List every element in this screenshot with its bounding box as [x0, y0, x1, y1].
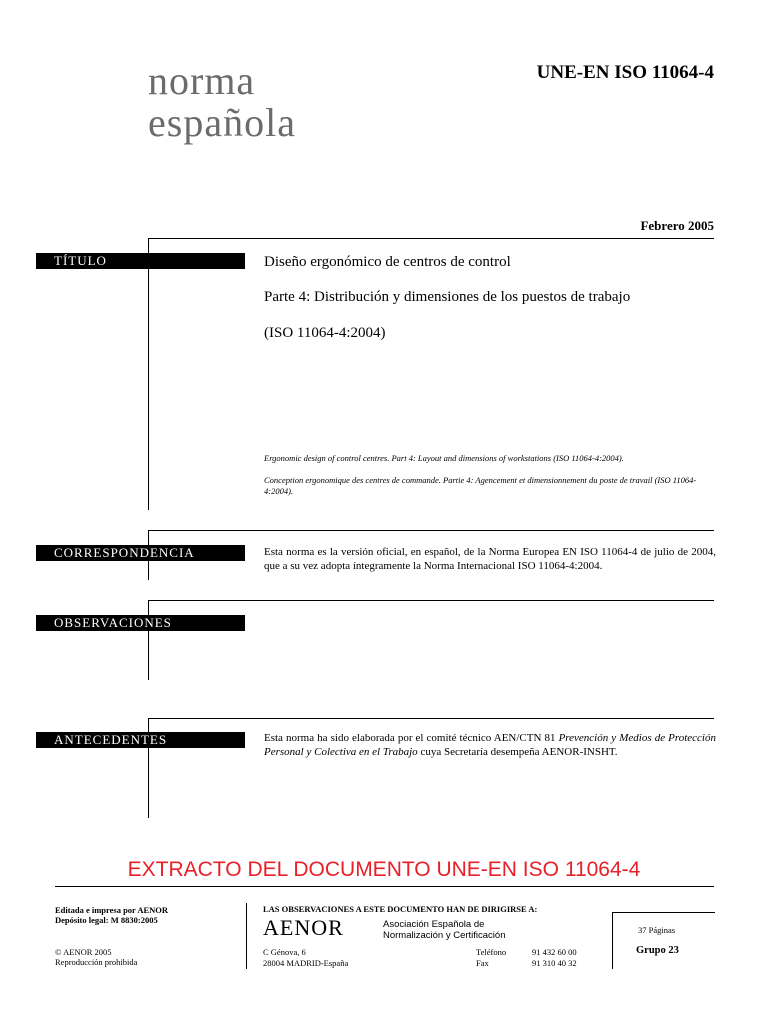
footer-copyright: © AENOR 2005	[55, 947, 112, 957]
aenor-name-line-2: Normalización y Certificación	[383, 930, 506, 941]
antecedentes-committee-name: Prevención y Medios de Protección Personal y Colectiva en el Trabajo	[264, 732, 716, 758]
standard-code: UNE-EN ISO 11064-4	[536, 62, 714, 83]
footer-legal-deposit: Depósito legal: M 8830:2005	[55, 915, 158, 925]
footer-phone: 91 432 60 00	[532, 947, 577, 957]
french-title: Conception ergonomique des centres de commande. Partie 4: Agencement et dimensionnement du poste de travail (ISO 11064-4:2004).	[264, 475, 697, 496]
footer-divider	[55, 886, 714, 887]
antecedentes-text	[264, 731, 716, 759]
divider-horizontal-correspondencia	[148, 530, 714, 531]
footer-edited: Editada e impresa por AENOR	[55, 905, 169, 915]
aenor-name-line-1: Asociación Española de	[383, 919, 485, 930]
section-label-antecedentes: ANTECEDENTES	[36, 732, 245, 748]
footer-reproduction: Reproducción prohibida	[55, 957, 138, 967]
page-info-box	[612, 912, 715, 969]
aenor-association-name	[383, 919, 505, 941]
group-number: Grupo 23	[636, 945, 679, 956]
aenor-logo: AENOR	[263, 915, 344, 940]
publication-date: Febrero 2005	[640, 218, 714, 233]
divider-vertical-observaciones	[148, 600, 149, 680]
document-title: Diseño ergonómico de centros de control	[264, 254, 511, 270]
footer-vertical-divider	[246, 903, 247, 969]
footer-phone-label: Teléfono	[476, 947, 507, 957]
document-part: Parte 4: Distribución y dimensiones de los puestos de trabajo	[264, 289, 631, 305]
extract-banner: EXTRACTO DEL DOCUMENTO UNE-EN ISO 11064-4	[127, 858, 641, 881]
divider-vertical-titulo	[148, 238, 149, 510]
antecedentes-text-before: Esta norma ha sido elaborada por el comité técnico AEN/CTN 81	[264, 732, 559, 744]
brand-line-2: española	[148, 100, 296, 145]
antecedentes-text-after: cuya Secretaría desempeña AENOR-INSHT.	[417, 746, 618, 758]
divider-horizontal-observaciones	[148, 600, 714, 601]
footer-fax: 91 310 40 32	[532, 958, 577, 968]
section-label-correspondencia: CORRESPONDENCIA	[36, 545, 245, 561]
footer-address-line-1: C Génova, 6	[263, 947, 306, 957]
divider-horizontal-antecedentes	[148, 718, 714, 719]
iso-reference: (ISO 11064-4:2004)	[264, 325, 386, 341]
section-label-titulo: TÍTULO	[36, 253, 245, 269]
footer-address-line-2: 28004 MADRID-España	[263, 958, 349, 968]
english-title: Ergonomic design of control centres. Part 4: Layout and dimensions of workstations (ISO 11064-4:2004).	[264, 453, 624, 463]
footer-fax-label: Fax	[476, 958, 489, 968]
footer-observations-heading: LAS OBSERVACIONES A ESTE DOCUMENTO HAN DE DIRIGIRSE A:	[263, 904, 538, 914]
brand-title	[148, 60, 296, 144]
divider-horizontal-titulo	[148, 238, 714, 239]
section-label-observaciones: OBSERVACIONES	[36, 615, 245, 631]
page-count: 37 Páginas	[638, 925, 676, 935]
brand-line-1: norma	[148, 58, 256, 103]
correspondencia-text: Esta norma es la versión oficial, en español, de la Norma Europea EN ISO 11064-4 de julio de 2004, que a su vez adopta íntegramente la Norma Internacional ISO 11064-4:2004.	[264, 546, 716, 572]
